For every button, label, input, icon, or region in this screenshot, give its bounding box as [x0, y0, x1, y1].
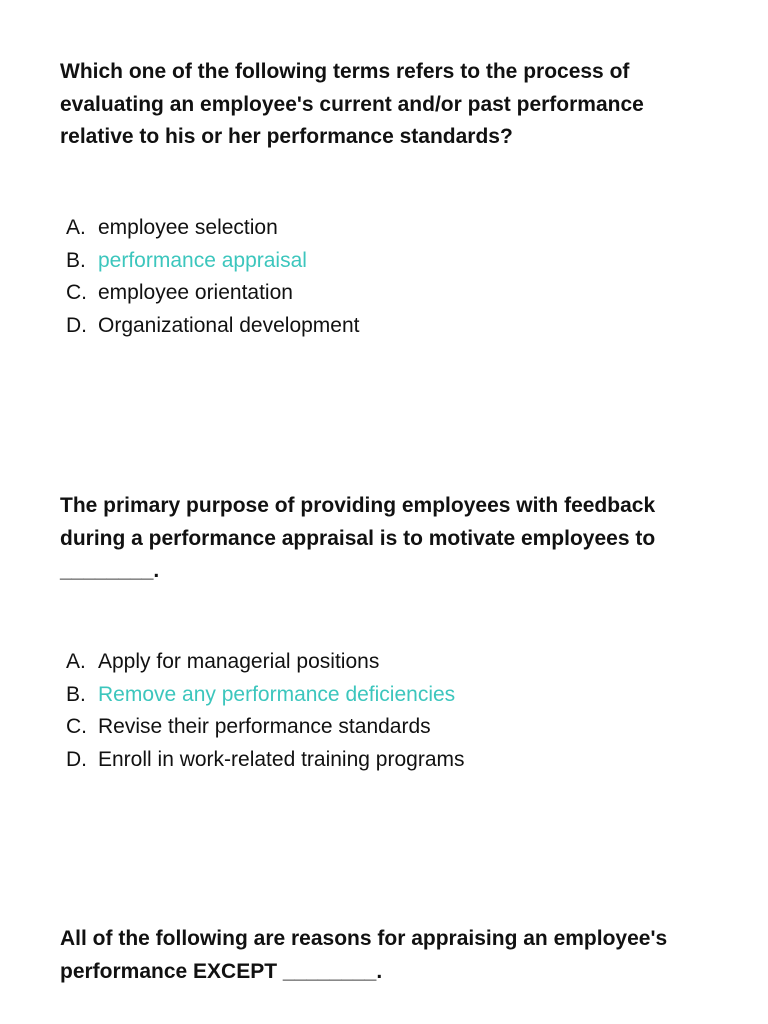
question-2-text: The primary purpose of providing employees with feedback during a performance appraisal is to motivate employees to ________.: [60, 494, 656, 582]
question-2-options: [66, 646, 465, 776]
question-3-text: All of the following are reasons for appraising an employee's performance EXCEPT ________.: [60, 927, 668, 983]
option-d: [66, 744, 465, 777]
option-c: [66, 711, 465, 744]
option-a: [66, 212, 360, 245]
option-text-correct: performance appraisal: [98, 248, 307, 272]
option-letter: D.: [66, 313, 87, 337]
option-b: [66, 245, 360, 278]
option-text: employee orientation: [98, 281, 293, 304]
option-letter: B.: [66, 682, 86, 706]
option-letter: A.: [66, 650, 86, 673]
option-text: Apply for managerial positions: [98, 650, 380, 673]
option-text: Revise their performance standards: [98, 715, 431, 738]
option-letter: C.: [66, 281, 87, 304]
question-1-options: [66, 212, 360, 342]
option-letter: B.: [66, 248, 86, 272]
option-text: employee selection: [98, 216, 278, 239]
option-a: [66, 646, 465, 679]
option-text: Enroll in work-related training programs: [98, 747, 465, 771]
option-text-correct: Remove any performance deficiencies: [98, 682, 456, 706]
option-letter: A.: [66, 216, 86, 239]
option-letter: C.: [66, 715, 87, 738]
question-1-text: Which one of the following terms refers to the process of evaluating an employee's current and/or past performance relative to his or her performance standards?: [60, 60, 644, 148]
option-c: [66, 277, 360, 310]
option-text: Organizational development: [98, 313, 360, 337]
option-letter: D.: [66, 747, 87, 771]
option-d: [66, 310, 360, 343]
option-b: [66, 679, 465, 712]
